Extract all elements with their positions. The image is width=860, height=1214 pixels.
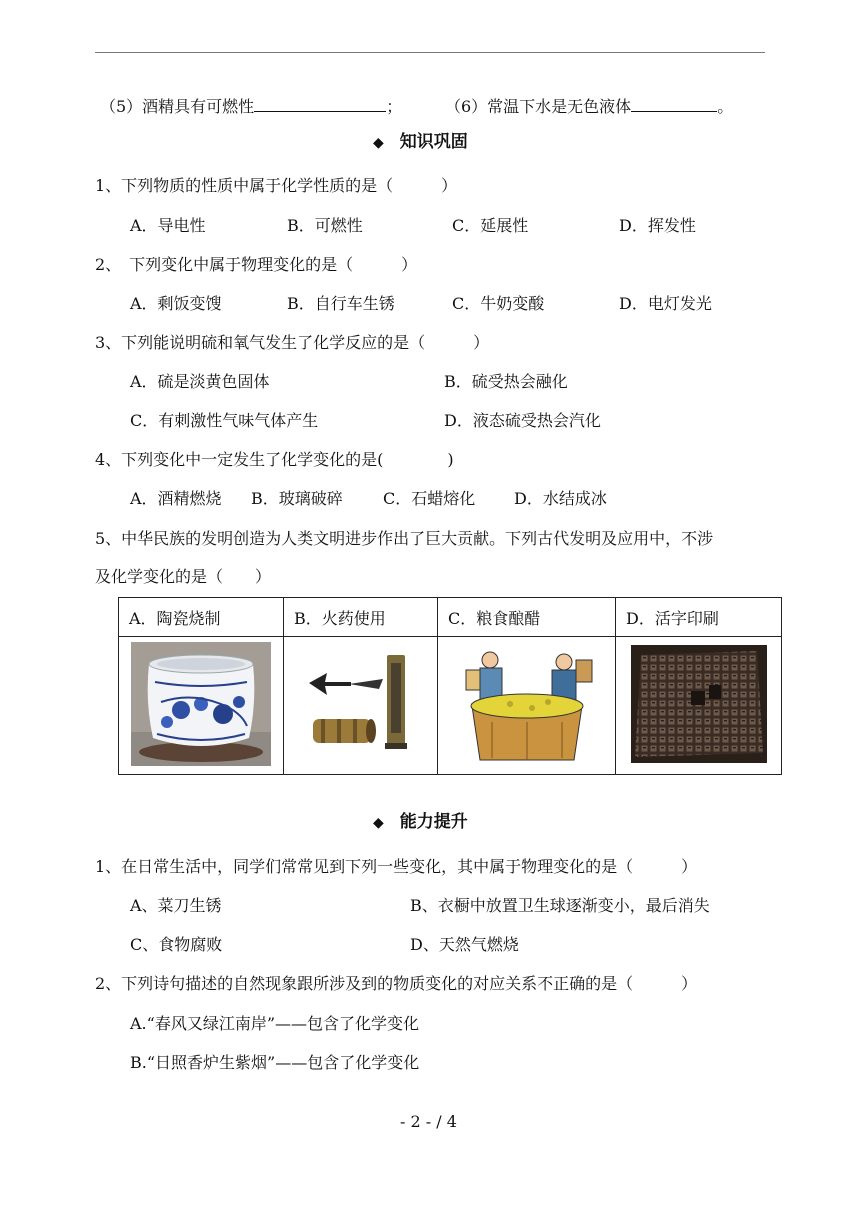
option-c: C．有刺激性气味气体产生 [130, 411, 319, 430]
section-title: 知识巩固 [399, 132, 468, 152]
option-c: C．延展性 [452, 216, 529, 235]
table-header-cell: A．陶瓷烧制 [119, 598, 284, 637]
table-image-cell [119, 637, 284, 775]
option-b: B．玻璃破碎 [251, 489, 343, 508]
question-1: 1、下列物质的性质中属于化学性质的是（ ） [95, 176, 458, 195]
option-c: C、食物腐败 [130, 935, 223, 954]
table-image-cell [284, 637, 438, 775]
option-c: C．牛奶变酸 [452, 294, 545, 313]
option-c: C．石蜡熔化 [383, 489, 476, 508]
option-a: A.“春风又绿江南岸”——包含了化学变化 [130, 1014, 420, 1033]
table-image-cell [438, 637, 616, 775]
question-2: 2、 下列变化中属于物理变化的是（ ） [95, 255, 418, 274]
option-a: A．导电性 [130, 216, 206, 235]
option-b: B．硫受热会融化 [444, 372, 568, 391]
option-b: B．自行车生锈 [287, 294, 395, 313]
intro-item6-text: （6）常温下水是无色液体 [445, 97, 632, 116]
answer-blank[interactable] [631, 95, 717, 112]
intro-item5-text: （5）酒精具有可燃性 [100, 97, 255, 116]
question-1: 1、在日常生活中，同学们常常见到下列一些变化，其中属于物理变化的是（ ） [95, 857, 698, 876]
section-title: 能力提升 [399, 812, 468, 832]
option-a: A．硫是淡黄色固体 [130, 372, 270, 391]
option-a: A．剩饭变馊 [130, 294, 222, 313]
page-number: - 2 - / 4 [400, 1112, 457, 1131]
question-5-line-2: 及化学变化的是（ ） [95, 567, 272, 586]
intro-item-5 [100, 95, 402, 118]
gunpowder-weapon-image [301, 649, 421, 759]
movable-type-image [631, 645, 767, 763]
vinegar-brewing-image [452, 642, 602, 766]
table-header-cell: B．火药使用 [284, 598, 438, 637]
option-d: D．电灯发光 [619, 294, 712, 313]
option-d: D．液态硫受热会汽化 [444, 411, 601, 430]
porcelain-jar-image [131, 642, 271, 766]
answer-blank[interactable] [254, 95, 386, 112]
option-b: B、衣橱中放置卫生球逐渐变小，最后消失 [410, 896, 710, 915]
option-a: A．酒精燃烧 [130, 489, 222, 508]
diamond-bullet-icon: ◆ [373, 815, 384, 831]
table-image-cell [616, 637, 782, 775]
option-b: B.“日照香炉生紫烟”——包含了化学变化 [130, 1053, 420, 1072]
inventions-table [118, 597, 782, 775]
option-b: B．可燃性 [287, 216, 363, 235]
section-heading-2 [373, 811, 468, 834]
question-4: 4、下列变化中一定发生了化学变化的是( ) [95, 450, 454, 469]
question-2: 2、下列诗句描述的自然现象跟所涉及到的物质变化的对应关系不正确的是（ ） [95, 974, 698, 993]
intro-item6-end: 。 [717, 97, 734, 116]
intro-item5-end: ； [386, 97, 403, 116]
table-header-cell: C．粮食酿醋 [438, 598, 616, 637]
option-a: A、菜刀生锈 [130, 896, 222, 915]
option-d: D．挥发性 [619, 216, 696, 235]
option-d: D．水结成冰 [514, 489, 607, 508]
question-3: 3、下列能说明硫和氧气发生了化学反应的是（ ） [95, 333, 490, 352]
section-heading-1 [373, 131, 468, 154]
header-rule [95, 52, 765, 53]
option-d: D、天然气燃烧 [410, 935, 519, 954]
intro-item-6 [445, 95, 733, 118]
question-5-line-1: 5、中华民族的发明创造为人类文明进步作出了巨大贡献。下列古代发明及应用中，不涉 [95, 529, 714, 548]
table-header-cell: D．活字印刷 [616, 598, 782, 637]
diamond-bullet-icon: ◆ [373, 135, 384, 151]
